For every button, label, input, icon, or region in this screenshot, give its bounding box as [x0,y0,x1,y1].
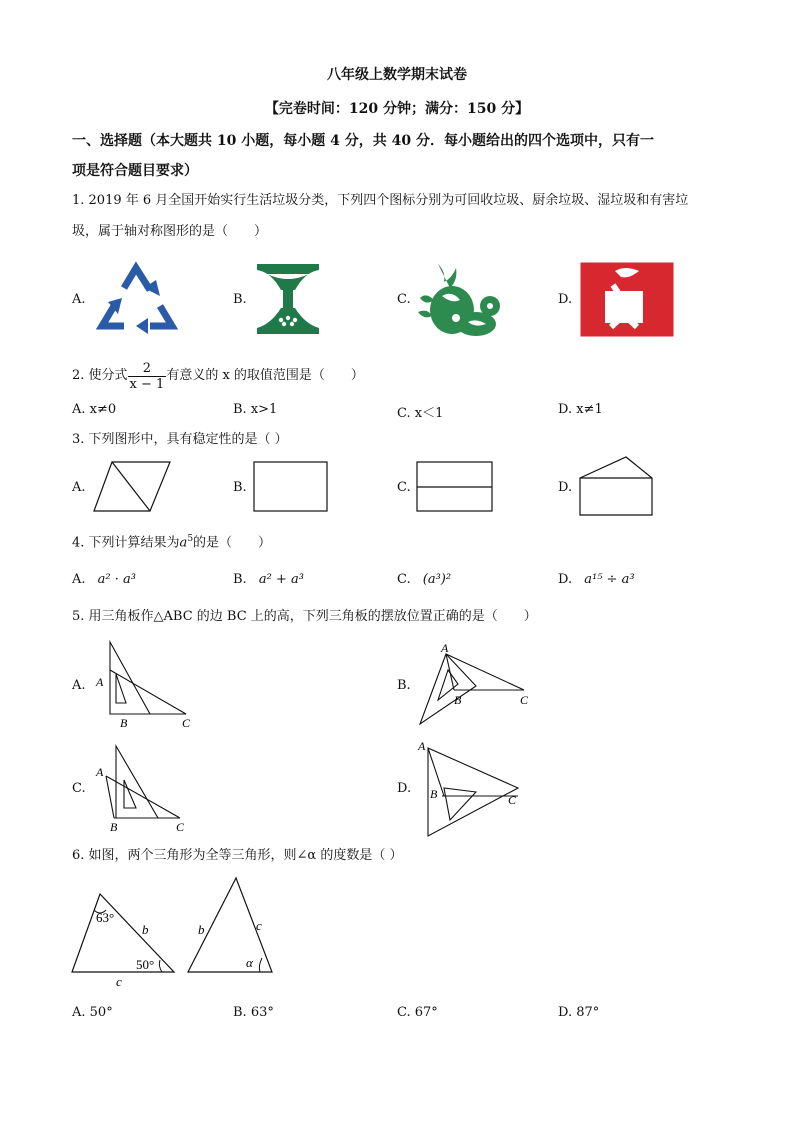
q2-option-a: A. x≠0 [72,402,117,417]
q3-option-c-label: C. [397,480,411,495]
q4-stem [72,530,271,552]
q4-option-d-expr: a¹⁵ ÷ a³ [584,572,635,587]
q6-option-a: A. 50° [72,1005,113,1020]
q3-option-d-label: D. [558,480,573,495]
q5a-label-a: A [96,675,104,689]
q1-option-a-label: A. [72,292,86,307]
q5-option-b-label: B. [397,678,411,693]
q4-option-c-label: C. [397,572,411,587]
q6-right-side-b: b [198,922,205,937]
q2-stem-prefix: 2. 使分式 [72,368,128,383]
q4-option-c [397,572,451,587]
section-heading-line2: 项是符合题目要求） [72,163,198,179]
kitchen-waste-icon [255,262,321,336]
q5-stem: 5. 用三角板作△ABC 的边 BC 上的高，下列三角板的摆放位置正确的是（ ） [72,609,537,624]
q6-alpha-label: α [246,955,253,970]
q6-left-side-b: b [142,922,149,937]
q5c-label-c: C [176,820,185,834]
q2-stem [72,356,364,396]
q2-option-b: B. x>1 [233,402,278,417]
q2-option-d: D. x≠1 [558,402,603,417]
q4-option-b-expr: a² + a³ [258,572,304,587]
q6-figure [70,874,280,990]
q5-figure-c [92,742,202,837]
q1-stem-line2: 圾，属于轴对称图形的是（ ） [72,224,268,239]
section-heading-line1: 一、选择题（本大题共 10 小题，每小题 4 分，共 40 分．每小题给出的四个选项中，只有一 [72,133,654,149]
q4-option-a [72,572,136,587]
q2-fraction-denominator: x − 1 [129,376,165,392]
q4-stem-exponent: 5 [187,534,194,544]
q5a-label-c: C [182,716,191,730]
q3-option-a-label: A. [72,480,86,495]
divided-rectangle-figure [416,461,494,513]
q5a-label-b: B [120,716,128,730]
q4-option-c-expr: (a³)² [422,572,452,587]
q3-option-b-label: B. [233,480,247,495]
q4-stem-prefix: 4. 下列计算结果为 [72,535,180,551]
q4-option-d-label: D. [558,572,573,587]
q5-figure-d [414,736,529,840]
hazardous-waste-icon [581,263,673,336]
house-shape-figure [578,455,654,517]
q5b-label-b: B [454,693,462,707]
q4-stem-base: a [179,535,188,551]
q6-left-side-c: c [116,974,122,989]
q2-option-c: C. x＜1 [397,406,444,421]
paper-subtitle: 【完卷时间：120 分钟；满分：150 分】 [264,101,530,117]
q1-stem-line1: 1. 2019 年 6 月全国开始实行生活垃圾分类，下列四个图标分别为可回收垃圾、厨余垃圾、湿垃圾和有害垃 [72,193,689,208]
wet-waste-icon [416,260,506,340]
q5b-label-a: A [441,641,449,655]
rectangle-figure [253,461,329,513]
q4-option-a-expr: a² · a³ [97,572,136,587]
q4-option-d [558,572,635,587]
q5d-label-c: C [508,793,517,807]
q2-stem-suffix: 有意义的 x 的取值范围是（ ） [166,368,364,383]
q6-right-side-c: c [256,918,262,933]
q4-option-a-label: A. [72,572,86,587]
paper-title: 八年级上数学期末试卷 [327,67,467,83]
parallelogram-figure [92,461,172,513]
q6-option-b: B. 63° [233,1005,274,1020]
q6-option-d: D. 87° [558,1005,600,1020]
q6-stem: 6. 如图，两个三角形为全等三角形，则∠α 的度数是（ ） [72,848,403,863]
q6-angle-50: 50° [136,957,155,972]
q3-stem: 3. 下列图形中，具有稳定性的是（ ） [72,432,288,447]
q5c-label-b: B [110,820,118,834]
q5-option-a-label: A. [72,678,86,693]
q5-option-c-label: C. [72,781,86,796]
q4-option-b [233,572,304,587]
q5c-label-a: A [96,765,104,779]
q1-option-d-label: D. [558,292,573,307]
q1-option-c-label: C. [397,292,411,307]
q4-stem-suffix: 的是（ ） [193,535,272,551]
q5-figure-a [92,638,202,733]
q6-angle-63: 63° [96,910,115,925]
q5d-label-a: A [418,739,426,753]
q6-option-c: C. 67° [397,1005,438,1020]
q5-figure-b [414,640,539,730]
q2-fraction [128,361,167,392]
q2-fraction-numerator: 2 [128,361,167,377]
q5d-label-b: B [430,787,438,801]
q5-option-d-label: D. [397,781,412,796]
recycle-icon [94,262,180,336]
q4-option-b-label: B. [233,572,247,587]
q5b-label-c: C [520,693,529,707]
q1-option-b-label: B. [233,292,247,307]
